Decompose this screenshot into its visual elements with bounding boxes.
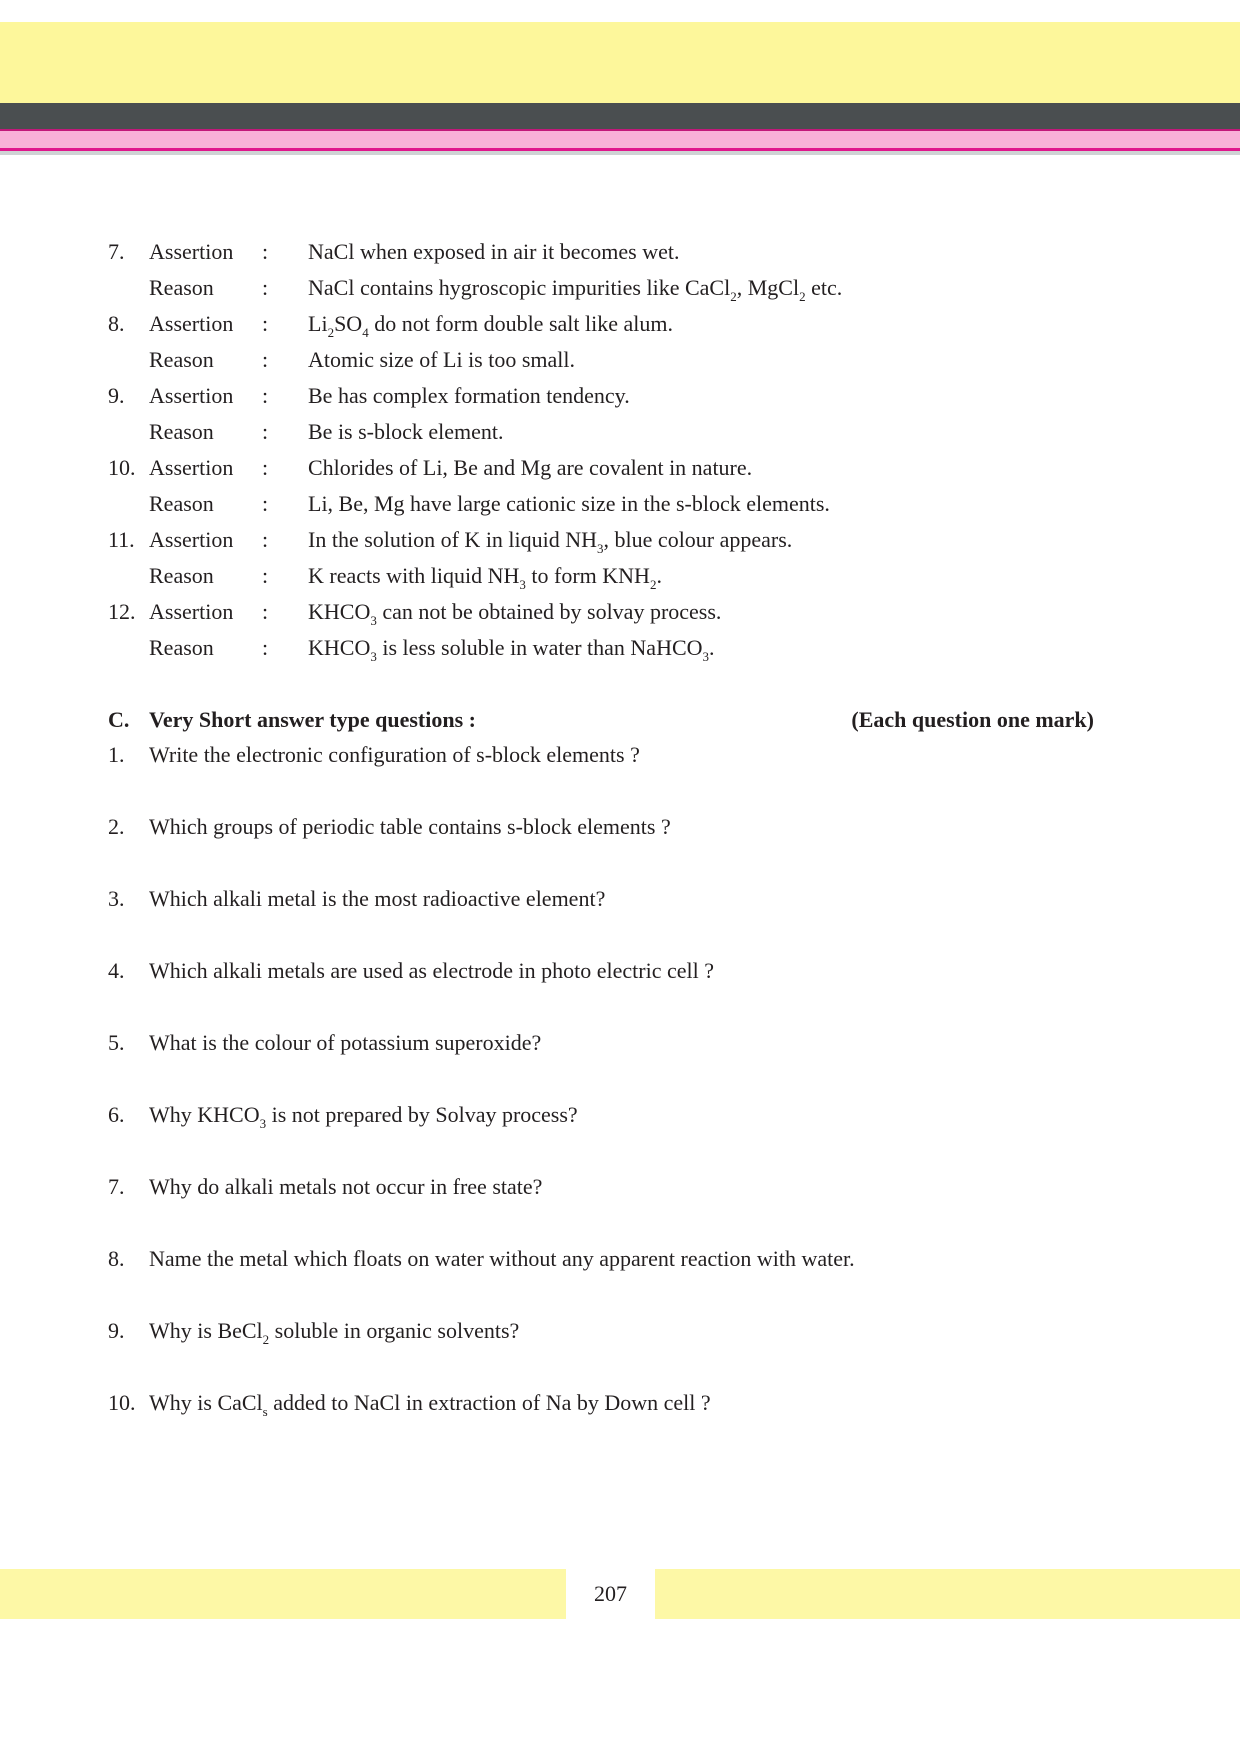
colon: : xyxy=(262,455,269,480)
colon: : xyxy=(262,275,269,300)
colon: : xyxy=(262,635,269,660)
text-segment: Be has complex formation tendency. xyxy=(308,383,630,408)
text-segment: Chlorides of Li, Be and Mg are covalent in nature. xyxy=(308,455,753,480)
text-segment: can not be obtained by solvay process. xyxy=(376,599,722,624)
reason-label: Reason xyxy=(149,275,214,300)
assertion-row xyxy=(0,453,1240,483)
item-number: 11. xyxy=(108,527,135,552)
question-text xyxy=(149,1172,542,1202)
text-segment: Li, Be, Mg have large cationic size in the s-block elements. xyxy=(308,491,830,516)
text-segment: Atomic size of Li is too small. xyxy=(308,347,576,372)
reason-row xyxy=(0,489,1240,519)
question-number: 7. xyxy=(108,1174,125,1199)
question-text xyxy=(149,956,714,986)
reason-text xyxy=(308,417,504,447)
assertion-label: Assertion xyxy=(149,311,234,336)
text-segment: is less soluble in water than NaHCO xyxy=(376,635,703,660)
colon: : xyxy=(262,239,269,264)
reason-text xyxy=(308,273,842,303)
page-number: 207 xyxy=(594,1581,627,1606)
subscript: 2 xyxy=(730,289,737,304)
assertion-row xyxy=(0,381,1240,411)
text-segment: , MgCl xyxy=(736,275,800,300)
header-yellow-band xyxy=(0,22,1240,103)
text-segment: . xyxy=(709,635,715,660)
subscript: 2 xyxy=(327,325,335,340)
reason-row xyxy=(0,345,1240,375)
assertion-text xyxy=(308,309,673,339)
header-gray-rule xyxy=(0,151,1240,155)
footer-yellow-band-left xyxy=(0,1569,566,1619)
question-text xyxy=(149,740,640,770)
subscript: 3 xyxy=(259,1116,267,1131)
colon: : xyxy=(262,347,269,372)
question-row xyxy=(0,740,1240,770)
assertion-row xyxy=(0,525,1240,555)
assertion-text xyxy=(308,381,630,411)
header-dark-band xyxy=(0,103,1240,131)
text-segment: to form KNH xyxy=(525,563,650,588)
reason-row xyxy=(0,561,1240,591)
question-text xyxy=(149,1316,519,1346)
reason-label: Reason xyxy=(149,491,214,516)
text-segment: . xyxy=(656,563,662,588)
question-row xyxy=(0,1244,1240,1274)
subscript: 3 xyxy=(370,613,377,628)
question-text xyxy=(149,884,605,914)
question-text xyxy=(149,1244,855,1274)
item-number: 12. xyxy=(108,599,136,624)
footer-yellow-band-right xyxy=(655,1569,1240,1619)
text-segment: Which alkali metal is the most radioactive element? xyxy=(149,886,606,911)
item-number: 10. xyxy=(108,455,136,480)
question-row xyxy=(0,1028,1240,1058)
reason-label: Reason xyxy=(149,419,214,444)
text-segment: KHCO xyxy=(308,635,371,660)
question-number: 9. xyxy=(108,1318,125,1343)
subscript: 2 xyxy=(649,577,657,592)
text-segment: SO xyxy=(334,311,363,336)
section-title: Very Short answer type questions : xyxy=(149,707,476,732)
section-letter: C. xyxy=(108,707,130,732)
subscript: 3 xyxy=(519,577,526,592)
assertion-label: Assertion xyxy=(149,239,234,264)
header-pink-band xyxy=(0,131,1240,148)
reason-text xyxy=(308,561,662,591)
reason-label: Reason xyxy=(149,635,214,660)
item-number: 8. xyxy=(108,311,125,336)
colon: : xyxy=(262,311,269,336)
text-segment: Which groups of periodic table contains s-block elements ? xyxy=(149,814,671,839)
question-number: 4. xyxy=(108,958,125,983)
assertion-row xyxy=(0,237,1240,267)
subscript: 3 xyxy=(370,649,377,664)
text-segment: Why KHCO xyxy=(149,1102,260,1127)
subscript: 2 xyxy=(262,1332,270,1347)
section-marks-note: (Each question one mark) xyxy=(851,707,1094,732)
text-segment: etc. xyxy=(805,275,843,300)
colon: : xyxy=(262,491,269,516)
question-text xyxy=(149,1028,541,1058)
question-text xyxy=(149,1100,578,1130)
reason-label: Reason xyxy=(149,347,214,372)
text-segment: , blue colour appears. xyxy=(603,527,793,552)
reason-text xyxy=(308,345,575,375)
reason-row xyxy=(0,417,1240,447)
text-segment: K reacts with liquid NH xyxy=(308,563,520,588)
question-row xyxy=(0,1100,1240,1130)
text-segment: KHCO xyxy=(308,599,371,624)
question-number: 5. xyxy=(108,1030,125,1055)
text-segment: Why is CaCl xyxy=(149,1390,263,1415)
assertion-label: Assertion xyxy=(149,383,234,408)
subscript: s xyxy=(262,1404,268,1419)
text-segment: In the solution of K in liquid NH xyxy=(308,527,598,552)
question-number: 2. xyxy=(108,814,125,839)
reason-text xyxy=(308,489,830,519)
reason-row xyxy=(0,633,1240,663)
text-segment: soluble in organic solvents? xyxy=(269,1318,520,1343)
question-text xyxy=(149,812,671,842)
colon: : xyxy=(262,419,269,444)
assertion-label: Assertion xyxy=(149,527,234,552)
text-segment: What is the colour of potassium superoxide? xyxy=(149,1030,542,1055)
question-number: 3. xyxy=(108,886,125,911)
question-row xyxy=(0,1172,1240,1202)
item-number: 7. xyxy=(108,239,125,264)
assertion-text xyxy=(308,525,792,555)
colon: : xyxy=(262,527,269,552)
text-segment: Why is BeCl xyxy=(149,1318,263,1343)
assertion-row xyxy=(0,597,1240,627)
colon: : xyxy=(262,599,269,624)
reason-text xyxy=(308,633,715,663)
text-segment: NaCl contains hygroscopic impurities like CaCl xyxy=(308,275,731,300)
assertion-text xyxy=(308,597,721,627)
text-segment: is not prepared by Solvay process? xyxy=(266,1102,578,1127)
text-segment: Which alkali metals are used as electrode in photo electric cell ? xyxy=(149,958,715,983)
question-number: 1. xyxy=(108,742,125,767)
item-number: 9. xyxy=(108,383,125,408)
text-segment: Be is s-block element. xyxy=(308,419,504,444)
text-segment: Write the electronic configuration of s-block elements ? xyxy=(149,742,640,767)
reason-label: Reason xyxy=(149,563,214,588)
question-text xyxy=(149,1388,711,1418)
subscript: 4 xyxy=(362,325,369,340)
assertion-label: Assertion xyxy=(149,455,234,480)
subscript: 3 xyxy=(597,541,604,556)
question-row xyxy=(0,884,1240,914)
question-row xyxy=(0,956,1240,986)
colon: : xyxy=(262,383,269,408)
question-number: 6. xyxy=(108,1102,125,1127)
assertion-text xyxy=(308,237,679,267)
subscript: 2 xyxy=(799,289,806,304)
text-segment: Name the metal which floats on water without any apparent reaction with water. xyxy=(149,1246,855,1271)
question-row xyxy=(0,812,1240,842)
assertion-label: Assertion xyxy=(149,599,234,624)
text-segment: NaCl when exposed in air it becomes wet. xyxy=(308,239,680,264)
colon: : xyxy=(262,563,269,588)
reason-row xyxy=(0,273,1240,303)
assertion-text xyxy=(308,453,752,483)
question-number: 10. xyxy=(108,1390,136,1415)
text-segment: do not form double salt like alum. xyxy=(368,311,673,336)
section-c-heading xyxy=(0,705,1240,735)
text-segment: added to NaCl in extraction of Na by Down cell ? xyxy=(267,1390,711,1415)
question-row xyxy=(0,1388,1240,1418)
question-number: 8. xyxy=(108,1246,125,1271)
question-row xyxy=(0,1316,1240,1346)
text-segment: Li xyxy=(308,311,328,336)
text-segment: Why do alkali metals not occur in free state? xyxy=(149,1174,543,1199)
subscript: 3 xyxy=(702,649,710,664)
assertion-row xyxy=(0,309,1240,339)
